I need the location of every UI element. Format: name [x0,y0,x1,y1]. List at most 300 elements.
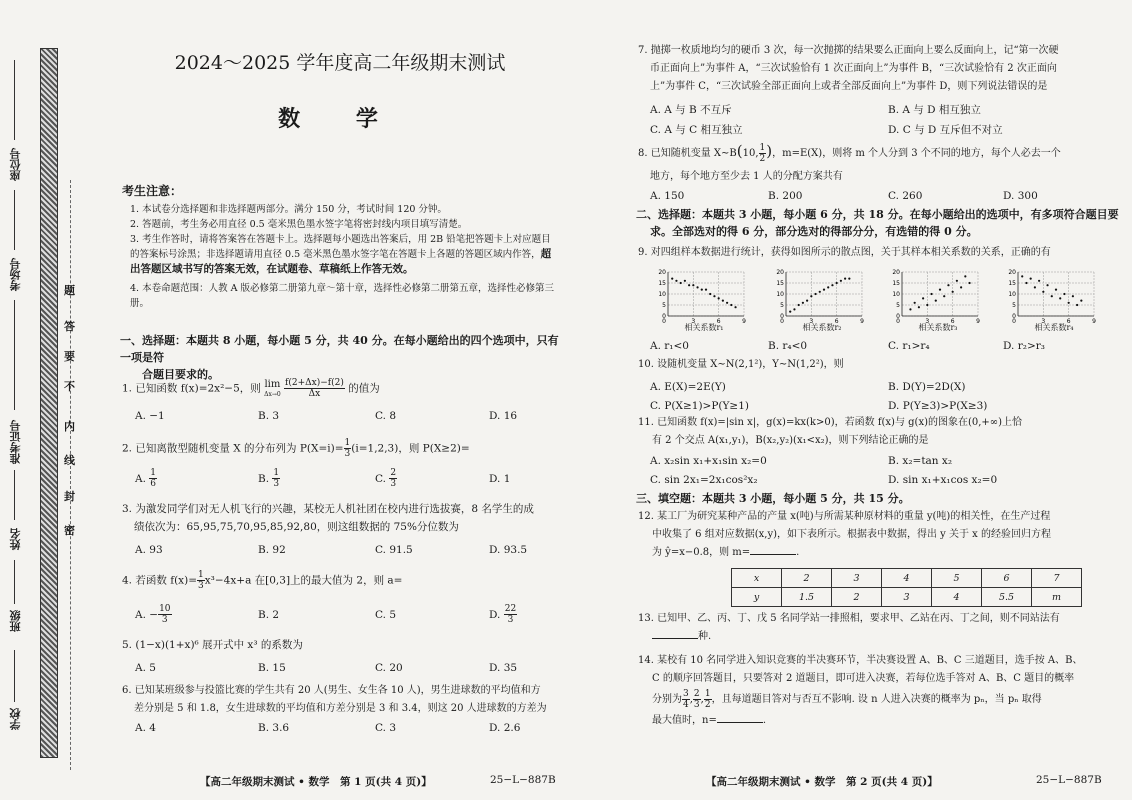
q-text: ，m=E(X)，则将 m 个人分到 3 个不同的地方，每个人必去一个 [772,148,1061,159]
q1-options [135,410,517,422]
q-text: 最大值时，n= [652,715,717,726]
option-d[interactable]: D. C 与 D 互斥但不对立 [888,124,1003,136]
data-point [930,293,932,295]
numerator: 1 [198,570,204,580]
option-b[interactable]: B. x₂=tan x₂ [888,455,953,467]
seal-char: 答 [64,320,75,333]
numerator: 2 [693,689,700,699]
y-tick-label: 15 [1008,280,1016,287]
q-text: x³−4x+a 在[0,3]上的最大值为 2，则 a= [204,574,403,587]
q10-options [650,378,1110,416]
option-a[interactable]: A. 5 [135,662,156,674]
option-letter: D. [489,608,501,621]
question-5: 5. (1−x)(1+x)⁶ 展开式中 x³ 的系数为 [122,639,303,651]
scatter-label: 相关系数r₁ [684,323,724,332]
y-tick-label: 10 [892,291,900,298]
question-11 [638,414,1122,450]
y-tick-label: 10 [776,291,784,298]
option-d[interactable]: D. 300 [1003,190,1038,202]
exam-room-label: 考场号 [9,258,22,291]
data-point [1030,278,1032,280]
option-c[interactable]: C. 91.5 [375,544,413,556]
class-label: 班级 [9,610,22,632]
scatter-plot-r3 [886,268,982,330]
paper-code: 25−L−887B [1036,774,1102,786]
name-line [14,470,15,520]
section-1-heading [120,332,560,383]
y-tick-label: 5 [896,302,900,309]
x-tick-label: 9 [976,318,980,325]
paren: ( [736,142,743,160]
x-tick-label: 6 [834,318,839,325]
question-6 [122,682,562,718]
note-text: 3. 考生作答时，请将答案答在答题卡上。选择题每小题选出答案后，用 2B 铅笔把答题卡上对应题目的答案标号涂黑；非选择题请用直径 0.5 毫米黑色墨水签字笔在答题卡上各题的答题区域内作答， [130,234,551,260]
subject-title: 数 学 [278,106,402,132]
q5-options [135,662,517,674]
data-point [819,291,821,293]
footer-page-2: 【高二年级期末测试 • 数学 第 2 页(共 4 页)】 [706,776,938,788]
x-tick-label: 0 [780,318,784,325]
denominator: 3 [273,479,280,489]
y-tick-label: 10 [658,291,666,298]
scatter-plot-r4 [1002,268,1098,330]
admission-number-line [14,300,15,410]
option-d[interactable]: D. P(Y≥3)>P(X≥3) [888,400,988,412]
q-text: 13. 已知甲、乙、丙、丁、戊 5 名同学站一排照相，要求甲、乙站在丙、丁之间，则不同站法有 [638,613,1060,624]
question-3 [122,500,562,536]
option-b[interactable]: B. 200 [768,190,803,202]
binding-strip [40,48,58,758]
data-point [1063,293,1065,295]
option-a[interactable]: A. 150 [650,190,685,202]
option-d[interactable]: D. 93.5 [489,544,528,556]
fraction [272,468,280,489]
q-text: 有 2 个交点 A(x₁,y₁)，B(x₂,y₂)(x₁<x₂)，则下列结论正确的是 [652,435,929,446]
data-point [713,295,715,297]
option-a[interactable]: A. x₂sin x₁+x₁sin x₂=0 [650,455,767,467]
data-point [675,280,677,282]
data-point [848,278,850,280]
table-cell: 3 [832,569,882,588]
data-point [1059,297,1061,299]
denominator: 3 [507,615,514,625]
option-d[interactable]: D. 16 [489,410,518,422]
data-point [935,300,937,302]
q-text: 种. [698,631,712,642]
section-2-heading [636,206,1120,240]
denominator: 2 [759,154,766,164]
table-cell: 5 [932,569,982,588]
question-14 [638,652,1122,730]
page-2 [566,0,1132,800]
option-b[interactable]: B. D(Y)=2D(X) [888,381,966,393]
data-point [688,284,690,286]
denominator: 3 [198,581,204,591]
table-cell: 4 [932,588,982,607]
data-point [831,284,833,286]
answer-blank[interactable] [717,722,763,723]
section-line: 一、选择题：本题共 8 小题，每小题 5 分，共 40 分。在每小题给出的四个选项中，只有一项是符 [120,334,559,364]
q-text: 为 ŷ=x−0.8，则 m= [652,547,751,558]
option-d[interactable]: D. sin x₁+x₁cos x₂=0 [888,474,998,486]
lim-word: lim [264,379,281,390]
question-8 [638,142,1061,164]
seal-char: 封 [64,490,75,503]
answer-blank[interactable] [652,638,698,639]
option-c[interactable]: C. 3 [375,722,397,734]
notes-heading: 考生注意： [122,184,183,198]
q-text: 的值为 [348,382,380,395]
seal-char: 密 [64,524,75,537]
seat-number-line [14,60,15,140]
numerator: 2 [390,468,397,478]
data-point [680,282,682,284]
q-text: 上”为事件 C，“三次试验全部正面向上或者全部反面向上”为事件 D，则下列说法错误的是 [650,81,1048,92]
numerator: 1 [273,468,280,478]
question-13 [638,610,1122,646]
q-text [638,628,1122,646]
x-tick-label: 0 [662,318,666,325]
section-line: 求。全部选对的得 6 分，部分选对的得部分分，有选错的得 0 分。 [650,225,978,238]
question-10: 10. 设随机变量 X∼N(2,1²)，Y∼N(1,2²)，则 [638,359,844,370]
fraction [682,689,690,710]
q8-options [650,190,1038,202]
option-letter: A. − [135,608,159,621]
q3-options [135,544,527,556]
data-point [1046,284,1048,286]
denominator: 3 [390,479,397,489]
option-c[interactable]: C. A 与 C 相互独立 [650,124,743,136]
fraction [158,604,171,625]
q6-options [135,722,520,734]
q-text: (i=1,2,3)，则 P(X≥2)= [351,442,470,455]
q-text: 1. 已知函数 f(x)=2x²−5，则 [122,382,261,395]
option-a[interactable]: A. 4 [135,722,156,734]
answer-blank[interactable] [750,554,796,555]
option-letter: C. [375,472,386,485]
x-tick-label: 3 [1041,318,1046,325]
option-a[interactable]: A. −1 [135,410,165,422]
data-point [918,306,920,308]
data-point [705,289,707,291]
option-b[interactable]: B. 3.6 [258,722,290,734]
scatter-label: 相关系数r₃ [918,323,958,332]
data-point [789,311,791,313]
q-text: 4. 若函数 f(x)= [122,574,197,587]
section-line: 二、选择题：本题共 3 小题，每小题 6 分，共 18 分。在每小题给出的选项中，有多项符合题目要 [636,208,1119,221]
numerator: 1 [344,438,351,448]
class-line [14,560,15,604]
option-b[interactable]: B. 92 [258,544,286,556]
seal-char: 题 [64,284,75,297]
data-point [730,304,732,306]
y-tick-label: 0 [662,313,666,320]
note-item [130,232,560,277]
section-3-heading: 三、填空题：本题共 3 小题，每小题 5 分，共 15 分。 [636,492,910,505]
paren: ) [766,142,773,160]
footer-page-1: 【高二年级期末测试 • 数学 第 1 页(共 4 页)】 [200,776,432,788]
data-point [956,280,958,282]
question-1 [122,378,380,399]
numerator: f(2+Δx)−f(2) [285,378,344,388]
x-tick-label: 0 [896,318,900,325]
data-point [671,278,673,280]
scatter-plot-r2 [770,268,866,330]
data-point [943,295,945,297]
y-tick-label: 20 [892,269,900,276]
table-cell: 1.5 [782,588,832,607]
table-cell: 4 [882,569,932,588]
q-text: 8. 已知随机变量 X∼B [638,148,737,159]
seal-char: 线 [64,454,75,467]
fraction [284,378,345,399]
x-tick-label: 9 [742,318,746,325]
option-c[interactable]: C. r₁>r₄ [888,340,930,352]
data-point [1051,295,1053,297]
option-b[interactable]: B. 15 [258,662,286,674]
data-point [1042,291,1044,293]
option-c[interactable]: C. 5 [375,608,397,621]
seal-char: 内 [64,420,75,433]
y-tick-label: 15 [892,280,900,287]
data-point [684,280,686,282]
question-9: 9. 对四组样本数据进行统计，获得如图所示的散点图，关于其样本相关系数的关系，正确的有 [638,247,1051,258]
table-cell: 7 [1032,569,1082,588]
option-letter: B. [258,472,270,485]
q-text: 6. 已知某班级参与投篮比赛的学生共有 20 人(男生、女生各 10 人)，男生进球数的平均值和方 [122,685,541,696]
option-c[interactable] [375,468,489,489]
data-point [726,302,728,304]
data-point [1055,289,1057,291]
x-tick-label: 6 [716,318,721,325]
y-tick-label: 10 [1008,291,1016,298]
seal-char: 不 [64,380,75,393]
q-text: 最大值时，n= . [652,715,767,726]
denominator: 3 [161,615,168,625]
data-point [798,304,800,306]
y-tick-label: 0 [1012,313,1016,320]
data-point [802,302,804,304]
data-point [823,289,825,291]
y-tick-label: 20 [776,269,784,276]
denominator: 6 [150,479,156,489]
data-point [1072,295,1074,297]
denominator: 3 [693,700,700,710]
binding-margin [0,0,110,800]
q-text: 10, [742,148,759,159]
data-point [701,289,703,291]
data-point [964,275,966,277]
note-item: 1. 本试卷分选择题和非选择题两部分。满分 150 分，考试时间 120 分钟。 [130,204,447,215]
seal-line [70,180,71,770]
exam-title: 2024～2025 学年度高二年级期末测试 [174,52,506,74]
data-point [709,293,711,295]
fraction [504,604,517,625]
table-header: x [732,569,782,588]
question-8-line2: 地方，每个地方至少去 1 人的分配方案共有 [650,171,843,182]
seal-char: 要 [64,350,75,363]
x-tick-label: 3 [691,318,696,325]
denominator: 4 [683,700,689,710]
data-point [926,304,928,306]
data-point [1068,302,1070,304]
notes-list [130,202,560,311]
note-highlight: 超出答题区域书写的答案无效，在试题卷、草稿纸上作答无效。 [130,248,552,275]
fraction [704,689,712,710]
option-b[interactable]: B. A 与 D 相互独立 [888,104,981,116]
fraction [197,570,205,591]
y-tick-label: 5 [662,302,666,309]
option-b[interactable]: B. 3 [258,410,280,422]
question-2 [122,438,470,459]
data-point [968,282,970,284]
option-a[interactable]: A. E(X)=2E(Y) [650,381,726,393]
table-cell: 3 [882,588,932,607]
note-item: 2. 答题前，考生务必用直径 0.5 毫米黑色墨水签字笔将密封线内项目填写清楚。 [130,219,468,230]
scatter-label: 相关系数r₄ [1034,323,1074,332]
paper-code: 25−L−887B [490,774,556,786]
q-text: 分别为 [652,694,682,705]
x-tick-label: 3 [809,318,814,325]
q2-options [135,468,510,489]
data-point [734,306,736,308]
option-d[interactable]: D. 2.6 [489,722,521,734]
data-point [909,308,911,310]
data-point [1034,286,1036,288]
lim-sub: Δx→0 [264,391,281,398]
q-text: 11. 已知函数 f(x)=|sin x|，g(x)=kx(k>0)，若函数 f(x)与 g(x)的图象在(0,+∞)上恰 [638,417,1023,428]
denominator: Δx [308,389,321,399]
section-line: 合题目要求的。 [142,368,219,381]
numerator: 3 [683,689,689,699]
question-7 [638,42,1118,96]
table-cell: 2 [782,569,832,588]
x-tick-label: 9 [1092,318,1096,325]
school-line [14,650,15,702]
option-a[interactable]: A. 93 [135,544,163,556]
q-text: ，且每道题目答对与否互不影响. 设 n 人进入决赛的概率为 pₙ，当 pₙ 取得 [711,694,1042,705]
data-point [1080,300,1082,302]
limit-expr [264,379,281,398]
denominator: 2 [704,700,711,710]
table-cell: m [1032,588,1082,607]
exam-room-line [14,190,15,250]
x-tick-label: 9 [860,318,864,325]
y-tick-label: 20 [1008,269,1016,276]
option-c[interactable]: C. sin 2x₁=2x₁cos²x₂ [650,474,758,486]
data-point [722,300,724,302]
y-tick-label: 15 [776,280,784,287]
option-d[interactable]: D. 35 [489,662,518,674]
q7-options [650,100,1110,140]
data-point [939,289,941,291]
option-c[interactable]: C. 20 [375,662,403,674]
option-a[interactable]: A. A 与 B 不互斥 [650,104,732,116]
option-letter: A. [135,472,146,485]
q4-options [135,604,517,625]
table-cell: 6 [982,569,1032,588]
q9-options [650,340,1045,352]
q11-options [650,452,1110,490]
data-point [1076,304,1078,306]
scatter-plot-r1 [652,268,748,330]
q-text: 3. 为激发同学们对无人机飞行的兴趣，某校无人机社团在校内进行选拔赛，8 名学生的成 [122,503,534,515]
data-point [1025,282,1027,284]
data-point [914,302,916,304]
data-point [806,300,808,302]
fraction [693,689,701,710]
data-point [696,286,698,288]
q-text: 7. 抛掷一枚质地均匀的硬币 3 次，每一次抛掷的结果要么正面向上要么反面向上，记“第一次硬 [638,45,1059,56]
option-b[interactable]: B. 2 [258,608,280,621]
q-text: 为 ŷ=x−0.8，则 m= . [652,547,800,558]
option-c[interactable]: C. 8 [375,410,397,422]
numerator: 22 [504,604,517,614]
seat-number-label: 座位号 [9,148,22,181]
data-point [814,293,816,295]
option-d[interactable] [489,604,517,625]
table-header: y [732,588,782,607]
q-text: 中收集了 6 组对应数据(x,y)，如下表所示。根据表中数据，得出 y 关于 x 的经验回归方程 [652,529,1051,540]
option-b[interactable] [258,468,375,489]
option-c[interactable]: C. P(X≥1)>P(Y≥1) [650,400,750,412]
q-text: 2. 已知离散型随机变量 X 的分布列为 P(X=i)= [122,442,344,455]
fraction [389,468,397,489]
y-tick-label: 20 [658,269,666,276]
table-cell: 2 [832,588,882,607]
name-label: 姓名 [9,528,22,550]
table-cell: 5.5 [982,588,1032,607]
data-point [1021,275,1023,277]
option-d[interactable]: D. r₂>r₃ [1003,340,1045,352]
data-point [718,297,720,299]
q-text: 12. 某工厂为研究某种产品的产量 x(吨)与所需某种原材料的重量 y(吨)的相关性，在生产过程 [638,511,1051,522]
data-point [952,291,954,293]
data-point [960,286,962,288]
data-point [810,295,812,297]
numerator: 1 [704,689,711,699]
data-point [827,286,829,288]
y-tick-label: 5 [780,302,784,309]
q-text: 差分别是 5 和 1.8，女生进球数的平均值和方差分别是 3 和 3.4，则这 20 人进球数的方差为 [134,703,547,714]
q-text: 币正面向上”为事件 A，“三次试验恰有 1 次正面向上”为事件 B，“三次试验恰有 2 次正面向 [650,63,1057,74]
data-point [840,280,842,282]
scatter-label: 相关系数r₂ [802,323,842,332]
denominator: 3 [344,449,351,459]
y-tick-label: 15 [658,280,666,287]
q-text: 14. 某校有 10 名同学进入知识竞赛的半决赛环节，半决赛设置 A、B、C 三道题目，选手按 A、B、 [638,655,1083,666]
option-d[interactable]: D. 1 [489,472,511,485]
data-point [793,308,795,310]
y-tick-label: 0 [780,313,784,320]
data-point [922,297,924,299]
option-a[interactable] [135,604,258,625]
fraction [149,468,157,489]
option-a[interactable] [135,468,258,489]
note-item: 4. 本卷命题范围：人教 A 版必修第二册第九章～第十章，选择性必修第二册第五章，选择性必修第三册。 [130,283,554,309]
data-table [731,568,1082,607]
numerator: 1 [150,468,156,478]
option-c[interactable]: C. 260 [888,190,923,202]
option-b[interactable]: B. r₄<0 [768,340,808,352]
question-12 [638,508,1122,562]
y-tick-label: 0 [896,313,900,320]
x-tick-label: 6 [950,318,955,325]
option-a[interactable]: A. r₁<0 [650,340,689,352]
data-point [692,284,694,286]
data-point [1038,280,1040,282]
admission-number-label: 准考证号 [9,420,22,464]
